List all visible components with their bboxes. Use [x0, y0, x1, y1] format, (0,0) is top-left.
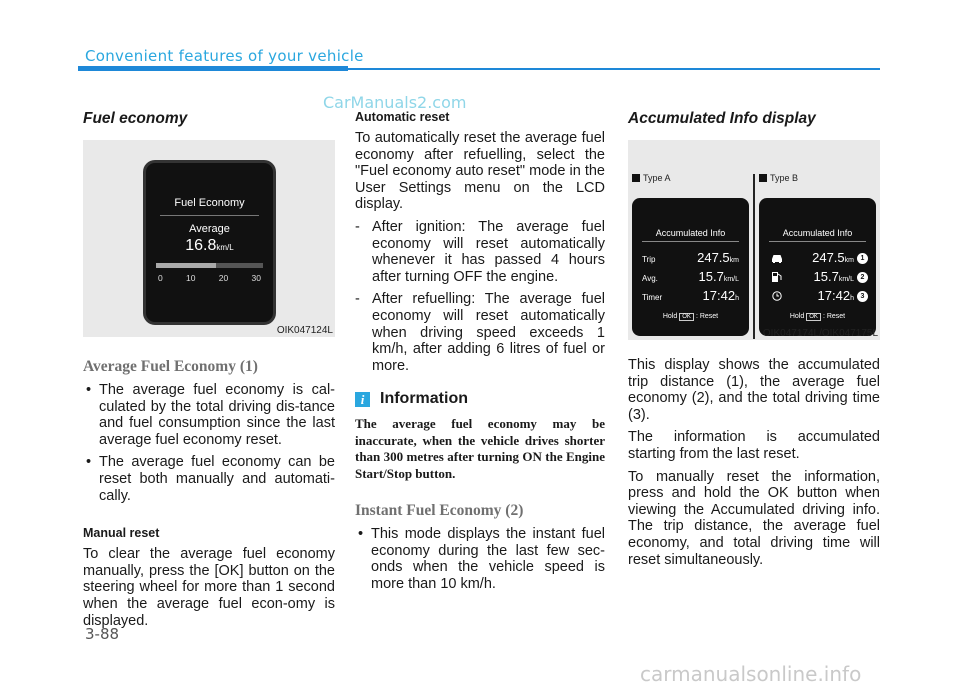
trip-unit: km — [729, 257, 739, 264]
watermark-top: CarManuals2.com — [323, 93, 467, 112]
dash-text: After refuelling: The average fuel economy will reset automatically when driving speed exceeds 1 km/h, after adding 6 litres of fuel or more. — [372, 291, 605, 374]
screen-divider — [160, 215, 259, 216]
type-b-text: Type B — [770, 173, 799, 183]
timer-value — [703, 288, 739, 303]
page-number: 3-88 — [85, 625, 120, 643]
section-title-accumulated-info: Accumulated Info display — [628, 110, 816, 127]
figure-caption: OIK047174L/OIK047175L — [762, 328, 878, 339]
fuel-economy-value — [146, 237, 273, 255]
label-trip: Trip — [642, 255, 656, 264]
heading-automatic-reset: Automatic reset — [355, 110, 450, 124]
trip-number: 247.5 — [697, 250, 730, 265]
fuel-economy-gauge — [156, 263, 263, 268]
value-number: 16.8 — [185, 237, 217, 254]
trip-unit: km — [844, 257, 854, 264]
dash-item — [355, 219, 605, 285]
bullet-item: • This mode displays the instant fuel economy during the last few sec-onds when the vehicle speed is more than 10 km/h. — [355, 526, 605, 592]
trip-value — [812, 250, 854, 265]
heading-instant-fuel-economy: Instant Fuel Economy (2) — [355, 501, 524, 519]
fuel-pump-icon — [771, 272, 783, 282]
ok-key: OK — [679, 313, 694, 321]
figure-fuel-economy — [83, 140, 335, 337]
figure-accumulated-info — [628, 140, 880, 340]
screen-title: Fuel Economy — [174, 197, 245, 209]
bullet-item: • The average fuel economy can be reset both manually and automati-cally. — [83, 454, 335, 504]
timer-unit: h — [850, 295, 854, 302]
hold-reset-hint — [759, 313, 876, 321]
badge-2: 2 — [857, 272, 868, 283]
screen-type-b — [759, 198, 876, 336]
gauge-tick: 20 — [218, 273, 229, 283]
avg-unit: km/L — [838, 276, 854, 283]
heading-average-fuel-economy: Average Fuel Economy (1) — [83, 358, 258, 375]
trip-number: 247.5 — [812, 250, 845, 265]
screen-title: Accumulated Info — [655, 228, 726, 238]
type-a-label — [632, 173, 671, 183]
paragraph-manual-reset: To clear the average fuel economy manually, press the [OK] button on the steering wheel for more than 1 second when the average fuel econ-omy is displayed. — [83, 546, 335, 629]
gauge-tick: 30 — [251, 273, 261, 283]
label-avg: Avg. — [642, 274, 658, 283]
avg-unit: km/L — [723, 276, 739, 283]
gauge-tick: 10 — [186, 273, 196, 283]
avg-value — [699, 269, 739, 284]
timer-number: 17:42 — [817, 288, 851, 303]
badge-3: 3 — [857, 291, 868, 302]
timer-number: 17:42 — [702, 288, 736, 303]
information-icon: i — [355, 392, 370, 407]
paragraph-automatic-reset: To automatically reset the average fuel economy after refuelling, select the "Fuel economy auto reset" mode in the User Settings menu on the LCD display. — [355, 130, 605, 213]
screen-title: Accumulated Info — [782, 228, 853, 238]
trip-value — [697, 250, 739, 265]
hold-reset-hint — [632, 313, 749, 321]
paragraph-accumulated-1: This display shows the accumulated trip distance (1), the average fuel economy (2), and the total driving time (3). — [628, 357, 880, 423]
heading-manual-reset: Manual reset — [83, 526, 160, 541]
dash-item — [355, 291, 605, 374]
column-reset — [355, 110, 605, 598]
gauge-ticks — [158, 273, 261, 283]
screen-divider — [769, 241, 866, 242]
dash-mark: - — [355, 291, 360, 308]
bullet-item: • The average fuel economy is cal-culated by the total driving dis-tance and fuel consumption since the last average fuel economy reset. — [83, 382, 335, 448]
section-title-fuel-economy: Fuel economy — [83, 110, 188, 127]
gauge-tick: 0 — [158, 273, 163, 283]
section-header: Convenient features of your vehicle — [85, 47, 364, 65]
dash-text: After ignition: The average fuel economy will reset automatically whenever it has passed 4 hours after turning OFF the engine. — [372, 218, 605, 285]
information-title: Information — [380, 390, 468, 408]
dash-mark: - — [355, 218, 360, 235]
paragraph-accumulated-3: To manually reset the information, press and hold the OK button when viewing the Accumulated driving info. The trip distance, the average fuel economy, and total driving time will reset simultaneously. — [628, 468, 880, 568]
screen-label-average: Average — [189, 223, 230, 235]
hold-suffix: : Reset — [822, 313, 846, 320]
avg-value — [814, 269, 854, 284]
badge-1: 1 — [857, 253, 868, 264]
hold-prefix: Hold — [662, 313, 678, 320]
cluster-screen — [143, 160, 276, 325]
information-box-header — [355, 390, 605, 408]
hold-suffix: : Reset — [695, 313, 719, 320]
timer-value — [818, 288, 854, 303]
type-b-label — [759, 173, 798, 183]
watermark-bottom: carmanualsonline.info — [640, 662, 862, 686]
information-text: The average fuel economy may be inaccurate, when the vehicle drives shorter than 300 metres after turning ON the Engine Start/Stop button. — [355, 416, 605, 481]
hold-prefix: Hold — [789, 313, 805, 320]
avg-number: 15.7 — [698, 269, 724, 284]
label-timer: Timer — [642, 293, 663, 302]
type-a-text: Type A — [643, 173, 671, 183]
clock-icon — [771, 291, 783, 301]
paragraph-accumulated-2: The information is accumulated starting from the last reset. — [628, 429, 880, 462]
value-unit: km/L — [216, 243, 234, 252]
column-fuel-economy — [83, 110, 335, 635]
gauge-fill — [156, 263, 216, 268]
square-bullet-icon — [759, 174, 767, 182]
column-accumulated-info — [628, 110, 880, 574]
screen-divider — [642, 241, 739, 242]
timer-unit: h — [735, 295, 739, 302]
square-bullet-icon — [632, 174, 640, 182]
avg-number: 15.7 — [813, 269, 839, 284]
car-icon — [771, 253, 783, 263]
header-rule — [348, 68, 880, 70]
figure-caption: OIK047124L — [276, 325, 333, 336]
screen-type-a — [632, 198, 749, 336]
ok-key: OK — [806, 313, 821, 321]
header-accent-bar — [78, 66, 348, 71]
figure-divider — [753, 174, 755, 339]
